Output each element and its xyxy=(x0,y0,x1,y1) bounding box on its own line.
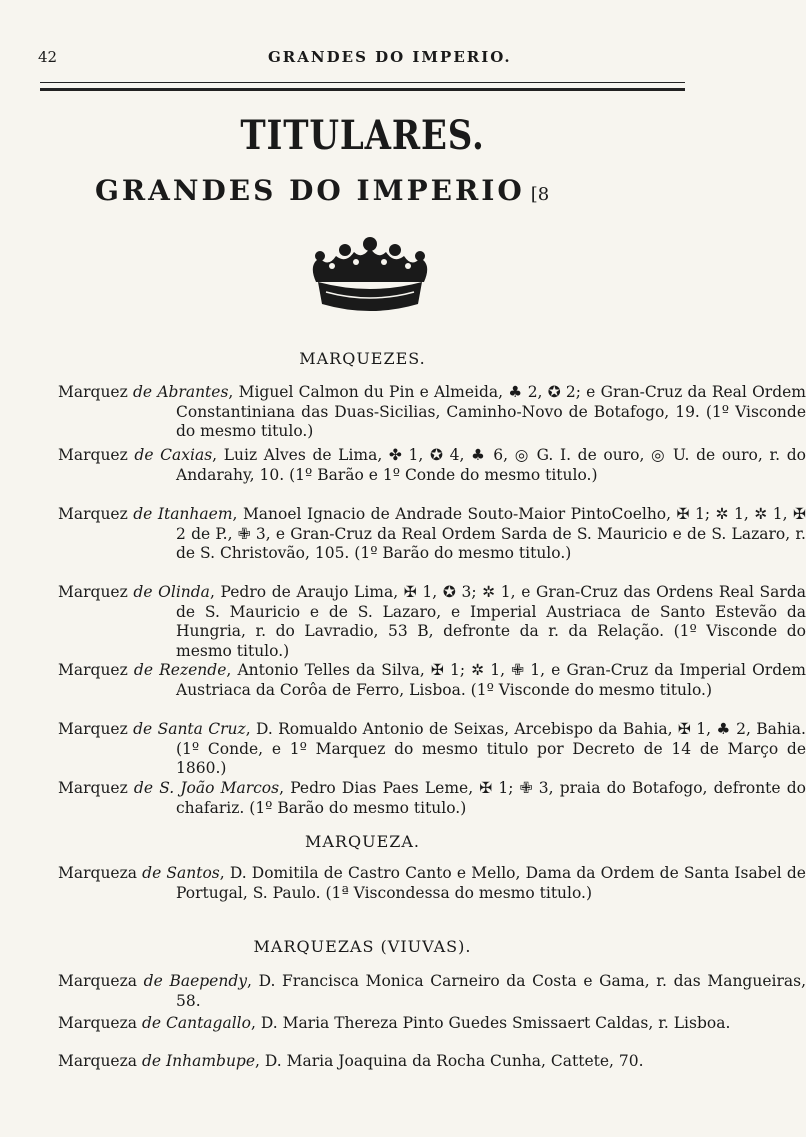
entry-body: D. Domitila de Castro Canto e Mello, Dama da Ordem de Santa Isabel de Portugal, S. Paulo. (1ª Viscondessa do mesmo titulo.) xyxy=(176,864,806,902)
list-item xyxy=(58,1052,806,1072)
crown-icon xyxy=(298,234,443,319)
entry-title: Marqueza de Santos, xyxy=(58,864,225,882)
entry-title: Marquez de Caxias, xyxy=(58,446,218,464)
list-item xyxy=(58,779,806,818)
list-item xyxy=(58,1014,806,1034)
list-item xyxy=(58,661,806,700)
entry-title: Marquez de Rezende, xyxy=(58,661,232,679)
list-item xyxy=(58,583,806,661)
main-title: TITULARES. xyxy=(240,112,485,159)
entry-title: Marquez de Abrantes, xyxy=(58,383,234,401)
list-item xyxy=(58,446,806,485)
entry-body: Antonio Telles da Silva, ✠ 1; ✲ 1, ✙ 1, e Gran-Cruz da Imperial Ordem Austriaca da Corôa de Ferro, Lisboa. (1º Visconde do mesmo titulo.) xyxy=(176,661,806,699)
list-item xyxy=(58,864,806,903)
header-rule-thick xyxy=(40,88,685,91)
section-heading-marqueza: MARQUEZA. xyxy=(304,832,421,851)
sub-title-text: GRANDES DO IMPERIO xyxy=(95,174,525,207)
entry-title: Marqueza de Baependy, xyxy=(58,972,252,990)
list-item xyxy=(58,505,806,564)
entry-body: Pedro de Araujo Lima, ✠ 1, ✪ 3; ✲ 1, e Gran-Cruz das Ordens Real Sarda de S. Mauricio e de S. Lazaro, e Imperial Austriaca de Santo Estevão da Hungria, r. do Lavradio, 53 B, defronte da r. da Relação. (1º Visconde do mesmo titulo.) xyxy=(176,583,806,660)
section-heading-marquezes: MARQUEZES. xyxy=(299,349,426,368)
entry-body: D. Maria Joaquina da Rocha Cunha, Cattete, 70. xyxy=(264,1052,644,1070)
list-item xyxy=(58,720,806,779)
entry-title: Marquez de S. João Marcos, xyxy=(58,779,285,797)
page-number: 42 xyxy=(38,48,58,66)
list-item xyxy=(58,383,806,442)
entry-body: D. Romualdo Antonio de Seixas, Arcebispo da Bahia, ✠ 1, ♣ 2, Bahia. (1º Conde, e 1º Marquez do mesmo titulo por Decreto de 14 de Março de 1860.) xyxy=(176,720,806,777)
entry-body: Miguel Calmon du Pin e Almeida, ♣ 2, ✪ 2; e Gran-Cruz da Real Ordem Constantiniana das Duas-Sicilias, Caminho-Novo de Botafogo, 19. (1º Visconde do mesmo titulo.) xyxy=(176,383,806,440)
entry-title: Marqueza de Cantagallo, xyxy=(58,1014,256,1032)
entry-body: D. Francisca Monica Carneiro da Costa e Gama, r. das Mangueiras, 58. xyxy=(176,972,806,1010)
page-header xyxy=(38,44,688,72)
header-rule-thin xyxy=(40,82,685,83)
entry-title: Marqueza de Inhambupe, xyxy=(58,1052,260,1070)
entry-body: Luiz Alves de Lima, ✤ 1, ✪ 4, ♣ 6, ◎ G. I. de ouro, ◎ U. de ouro, r. do Andarahy, 10. (1º Barão e 1º Conde do mesmo titulo.) xyxy=(176,446,806,484)
entry-body: Manoel Ignacio de Andrade Souto-Maior PintoCoelho, ✠ 1; ✲ 1, ✲ 1, ✠ 2 de P., ✙ 3, e Gran-Cruz da Real Ordem Sarda de S. Mauricio e de S. Lazaro, r. de S. Christovão, 105. (1º Barão do mesmo titulo.) xyxy=(176,505,806,562)
entry-body: D. Maria Thereza Pinto Guedes Smissaert Caldas, r. Lisboa. xyxy=(260,1014,731,1032)
section-heading-marquezas-viuvas: MARQUEZAS (VIUVAS). xyxy=(253,937,472,956)
sub-title-ref: [8 xyxy=(530,184,550,205)
running-title: GRANDES DO IMPERIO. xyxy=(268,48,512,66)
entry-title: Marquez de Olinda, xyxy=(58,583,215,601)
sub-title xyxy=(95,174,549,207)
entry-title: Marquez de Santa Cruz, xyxy=(58,720,251,738)
entry-title: Marquez de Itanhaem, xyxy=(58,505,238,523)
list-item xyxy=(58,972,806,1011)
entry-body: Pedro Dias Paes Leme, ✠ 1; ✙ 3, praia do Botafogo, defronte do chafariz. (1º Barão do mesmo titulo.) xyxy=(176,779,806,817)
